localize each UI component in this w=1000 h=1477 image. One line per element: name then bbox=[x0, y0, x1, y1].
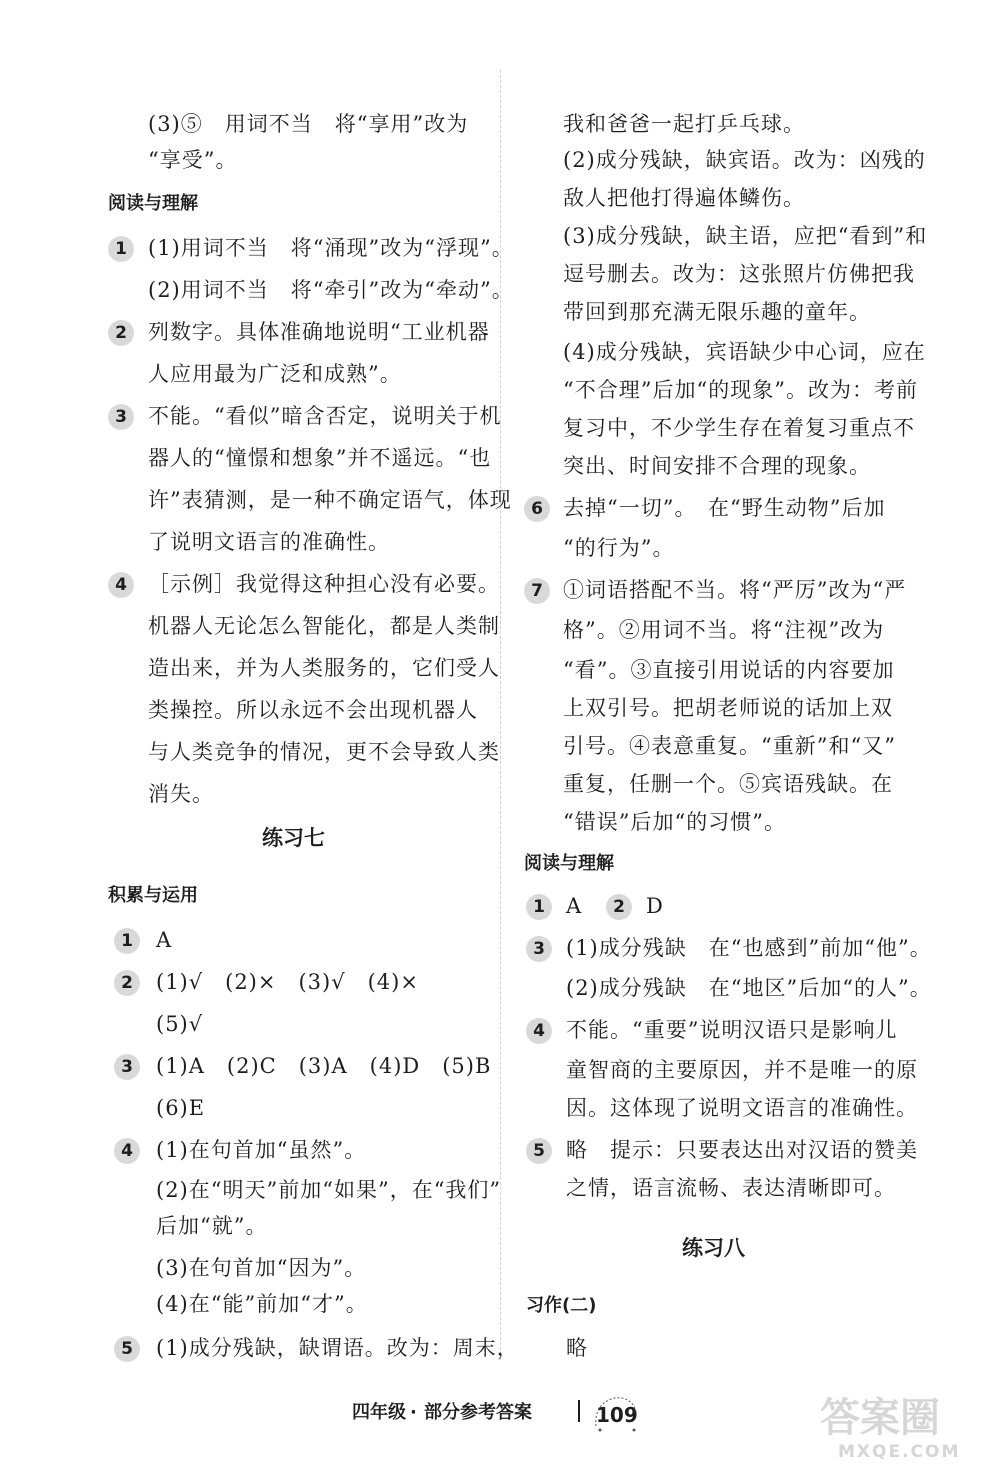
answer-line: A bbox=[156, 928, 173, 952]
answer-line: 我和爸爸一起打乒乓球。 bbox=[563, 112, 805, 136]
section-title-7: 练习七 bbox=[262, 826, 325, 850]
answer-line: 许”表猜测，是一种不确定语气，体现 bbox=[148, 488, 512, 512]
answer-line: 格”。②用词不当。将“注视”改为 bbox=[563, 618, 885, 642]
column-divider bbox=[500, 70, 501, 1360]
answer-line: 类操控。所以永远不会出现机器人 bbox=[148, 698, 478, 722]
answer-line: 上双引号。把胡老师说的话加上双 bbox=[563, 696, 893, 720]
answer-line: 引号。④表意重复。“重新”和“又” bbox=[563, 734, 896, 758]
watermark-url: MXQE.COM bbox=[838, 1442, 961, 1462]
footer-dot: · bbox=[410, 1402, 417, 1423]
question-number-badge: 1 bbox=[114, 928, 140, 954]
answer-line: (1)√ (2)× (3)√ (4)× bbox=[156, 970, 419, 994]
question-number-badge: 4 bbox=[108, 572, 134, 598]
question-number-badge: 5 bbox=[114, 1336, 140, 1362]
answer-line: 不能。“看似”暗含否定，说明关于机 bbox=[148, 404, 502, 428]
answer-line: 器人的“憧憬和想象”并不遥远。“也 bbox=[148, 446, 492, 470]
answer-line: 敌人把他打得遍体鳞伤。 bbox=[563, 186, 805, 210]
answer-line: 重复，任删一个。⑤宾语残缺。在 bbox=[563, 772, 893, 796]
question-number-badge: 4 bbox=[526, 1018, 552, 1044]
answer-line: “不合理”后加“的现象”。改为：考前 bbox=[563, 378, 918, 402]
answer-line: (2)用词不当 将“牵引”改为“牵动”。 bbox=[148, 278, 514, 302]
left-line-1: (3)⑤ 用词不当 将“享用”改为 bbox=[148, 112, 469, 136]
question-number-badge: 2 bbox=[108, 320, 134, 346]
answer-line: 后加“就”。 bbox=[156, 1214, 268, 1238]
answer-line: 不能。“重要”说明汉语只是影响儿 bbox=[566, 1018, 898, 1042]
question-number-badge: 2 bbox=[606, 894, 632, 920]
answer-line: 了说明文语言的准确性。 bbox=[148, 530, 390, 554]
page-number-ornament-icon bbox=[590, 1390, 642, 1440]
answer-line: (4)在“能”前加“才”。 bbox=[156, 1292, 368, 1316]
answer-line: 带回到那充满无限乐趣的童年。 bbox=[563, 300, 871, 324]
heading-reading-right: 阅读与理解 bbox=[524, 853, 614, 874]
answer-line: 消失。 bbox=[148, 782, 214, 806]
question-number-badge: 3 bbox=[114, 1054, 140, 1080]
heading-accumulation: 积累与运用 bbox=[108, 885, 198, 906]
answer-line: (1)成分残缺，缺谓语。改为：周末， bbox=[156, 1336, 519, 1360]
left-line-2: “享受”。 bbox=[148, 148, 238, 172]
footer-section: 部分参考答案 bbox=[424, 1402, 532, 1423]
question-number-badge: 4 bbox=[114, 1138, 140, 1164]
heading-reading-left: 阅读与理解 bbox=[108, 193, 198, 214]
question-number-badge: 3 bbox=[108, 404, 134, 430]
question-number-badge: 6 bbox=[524, 496, 550, 522]
answer-line: ［示例］我觉得这种担心没有必要。 bbox=[148, 572, 500, 596]
footer-divider bbox=[578, 1400, 580, 1422]
answer-line: (2)在“明天”前加“如果”，在“我们” bbox=[156, 1178, 502, 1202]
answer-line: 与人类竞争的情况，更不会导致人类 bbox=[148, 740, 500, 764]
answer-line: “看”。③直接引用说话的内容要加 bbox=[563, 658, 895, 682]
answer-line: 逗号删去。改为：这张照片仿佛把我 bbox=[563, 262, 915, 286]
answer-line: 略 提示：只要表达出对汉语的赞美 bbox=[566, 1138, 918, 1162]
answer-line: (1)A (2)C (3)A (4)D (5)B bbox=[156, 1054, 492, 1078]
answer-line: 童智商的主要原因，并不是唯一的原 bbox=[566, 1058, 918, 1082]
answer-line: (1)用词不当 将“涌现”改为“浮现”。 bbox=[148, 236, 514, 260]
answer-line: (5)√ bbox=[156, 1012, 204, 1036]
answer-line: (1)在句首加“虽然”。 bbox=[156, 1138, 367, 1162]
answer-line: 去掉“一切”。 在“野生动物”后加 bbox=[563, 496, 886, 520]
answer-line: (4)成分残缺，宾语缺少中心词，应在 bbox=[563, 340, 926, 364]
answer-line: (2)成分残缺 在“地区”后加“的人”。 bbox=[566, 976, 932, 1000]
answer-line: 造出来，并为人类服务的，它们受人 bbox=[148, 656, 500, 680]
answer-line: ①词语搭配不当。将“严厉”改为“严 bbox=[563, 578, 907, 602]
answer-line: (1)成分残缺 在“也感到”前加“他”。 bbox=[566, 936, 932, 960]
question-number-badge: 7 bbox=[524, 578, 550, 604]
answer-line: (6)E bbox=[156, 1096, 206, 1120]
answer-line: (3)在句首加“因为”。 bbox=[156, 1256, 367, 1280]
answer-line: (2)成分残缺，缺宾语。改为：凶残的 bbox=[563, 148, 926, 172]
answer-line: D bbox=[646, 894, 664, 918]
answer-line: (3)成分残缺，缺主语，应把“看到”和 bbox=[563, 224, 928, 248]
question-number-badge: 2 bbox=[114, 970, 140, 996]
question-number-badge: 3 bbox=[526, 936, 552, 962]
answer-line: 因。这体现了说明文语言的准确性。 bbox=[566, 1096, 918, 1120]
section-title-8: 练习八 bbox=[682, 1236, 745, 1260]
page-number: 109 bbox=[596, 1403, 638, 1427]
watermark-logo: 答案圈 bbox=[820, 1395, 940, 1441]
answer-line: A bbox=[566, 894, 583, 918]
answer-line: 机器人无论怎么智能化，都是人类制 bbox=[148, 614, 500, 638]
question-number-badge: 1 bbox=[108, 236, 134, 262]
question-number-badge: 1 bbox=[526, 894, 552, 920]
footer-grade: 四年级 bbox=[352, 1402, 406, 1423]
answer-line: “的行为”。 bbox=[563, 536, 675, 560]
answer-line: 突出、时间安排不合理的现象。 bbox=[563, 454, 871, 478]
heading-writing: 习作(二) bbox=[526, 1295, 597, 1316]
answer-line: 之情，语言流畅、表达清晰即可。 bbox=[566, 1176, 896, 1200]
answer-line: “错误”后加“的习惯”。 bbox=[563, 810, 786, 834]
question-number-badge: 5 bbox=[526, 1138, 552, 1164]
answer-line: 人应用最为广泛和成熟”。 bbox=[148, 362, 402, 386]
answer-line: 列数字。具体准确地说明“工业机器 bbox=[148, 320, 490, 344]
answer-line: 略 bbox=[566, 1336, 588, 1360]
answer-line: 复习中，不少学生存在着复习重点不 bbox=[563, 416, 915, 440]
